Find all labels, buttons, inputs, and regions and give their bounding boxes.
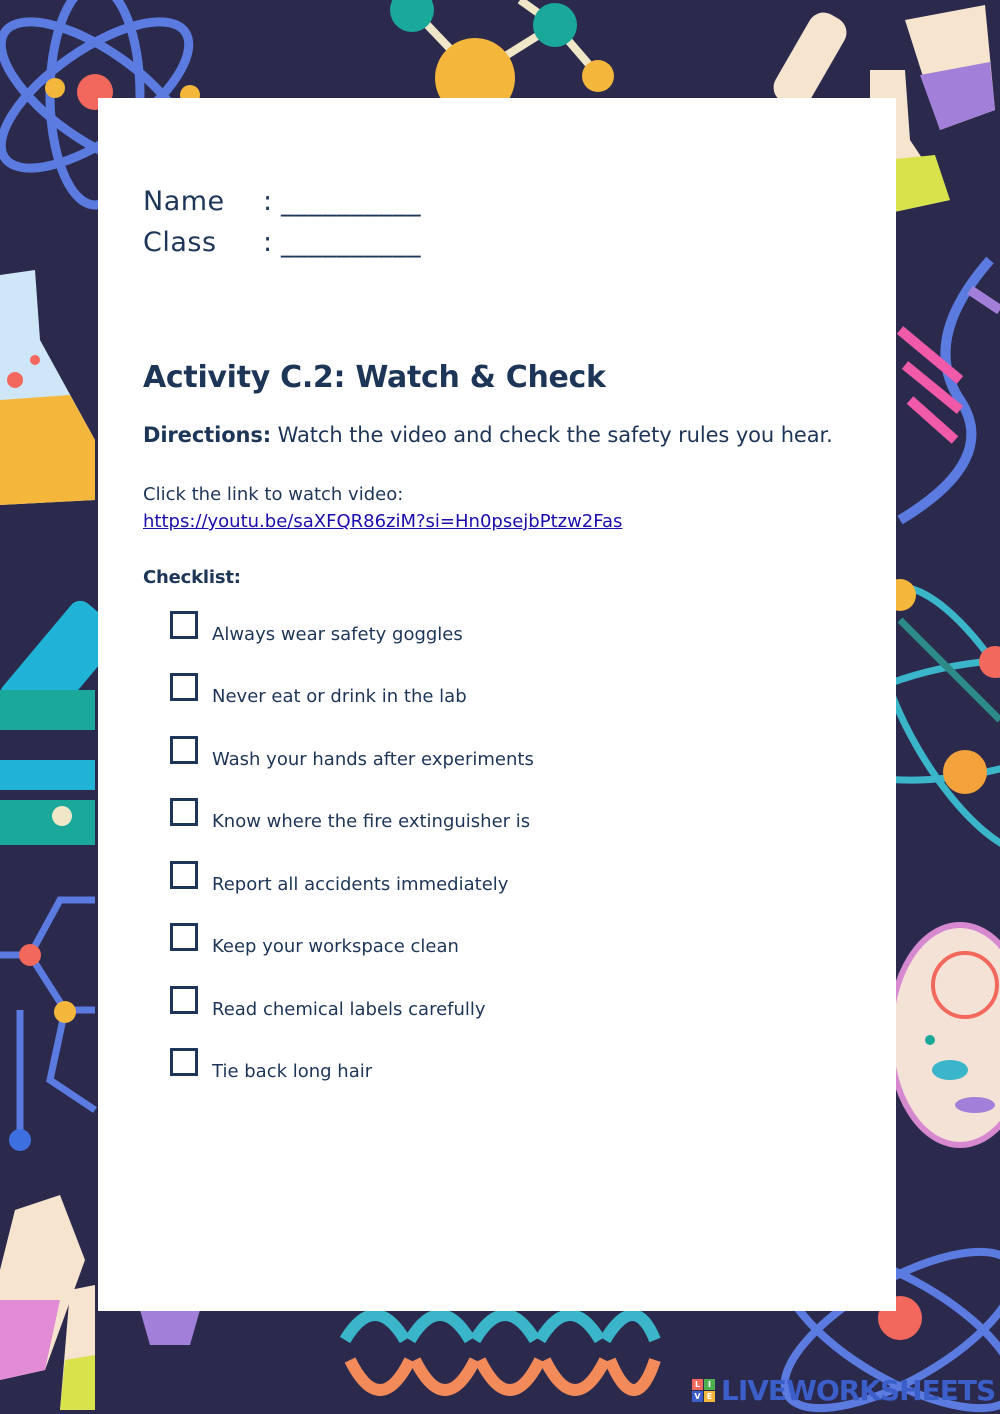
video-link-label: Click the link to watch video: xyxy=(143,484,404,505)
dna-pattern-icon xyxy=(345,1315,655,1390)
brand-logo-letter: V xyxy=(692,1391,703,1402)
checklist-title: Checklist: xyxy=(143,567,241,588)
checklist-item-label: Know where the fire extinguisher is xyxy=(212,811,531,832)
checkbox[interactable] xyxy=(170,1048,198,1076)
checkbox[interactable] xyxy=(170,798,198,826)
name-blank[interactable]: __________ xyxy=(281,186,421,217)
dna-helix-icon xyxy=(900,260,1000,520)
checkbox[interactable] xyxy=(170,986,198,1014)
checklist-item-label: Read chemical labels carefully xyxy=(212,999,486,1020)
hexagon-molecule-icon xyxy=(0,900,95,1140)
name-label: Name xyxy=(143,186,225,217)
directions xyxy=(143,423,833,447)
brand-logo-icon xyxy=(692,1379,715,1402)
cell-icon xyxy=(890,925,1000,1145)
liveworksheets-logo[interactable] xyxy=(692,1374,995,1406)
worksheet-page xyxy=(98,98,896,1311)
directions-text: Watch the video and check the safety rules you hear. xyxy=(271,423,833,447)
class-label: Class xyxy=(143,227,217,258)
checklist-item-label: Always wear safety goggles xyxy=(212,624,463,645)
checkbox[interactable] xyxy=(170,611,198,639)
class-separator: : xyxy=(263,227,273,258)
checklist-item-label: Keep your workspace clean xyxy=(212,936,459,957)
checklist-item-label: Wash your hands after experiments xyxy=(212,749,534,770)
checkbox[interactable] xyxy=(170,861,198,889)
checkbox[interactable] xyxy=(170,673,198,701)
checklist-item-label: Report all accidents immediately xyxy=(212,874,509,895)
activity-title: Activity C.2: Watch & Check xyxy=(143,360,606,395)
flask-icon xyxy=(0,270,95,505)
brand-name: LIVEWORKSHEETS xyxy=(721,1373,996,1407)
checklist-item-label: Never eat or drink in the lab xyxy=(212,686,467,707)
checklist-item-label: Tie back long hair xyxy=(212,1061,373,1082)
name-field xyxy=(143,186,421,217)
class-blank[interactable]: __________ xyxy=(281,227,421,258)
brand-logo-letter: L xyxy=(692,1379,703,1390)
class-field xyxy=(143,227,421,258)
video-link[interactable]: https://youtu.be/saXFQR86ziM?si=Hn0psejbPtzw2Fas xyxy=(143,511,623,532)
checkbox[interactable] xyxy=(170,736,198,764)
checkbox[interactable] xyxy=(170,923,198,951)
directions-label: Directions: xyxy=(143,423,272,447)
brand-logo-letter: E xyxy=(704,1391,715,1402)
name-separator: : xyxy=(263,186,273,217)
brand-logo-letter: I xyxy=(704,1379,715,1390)
